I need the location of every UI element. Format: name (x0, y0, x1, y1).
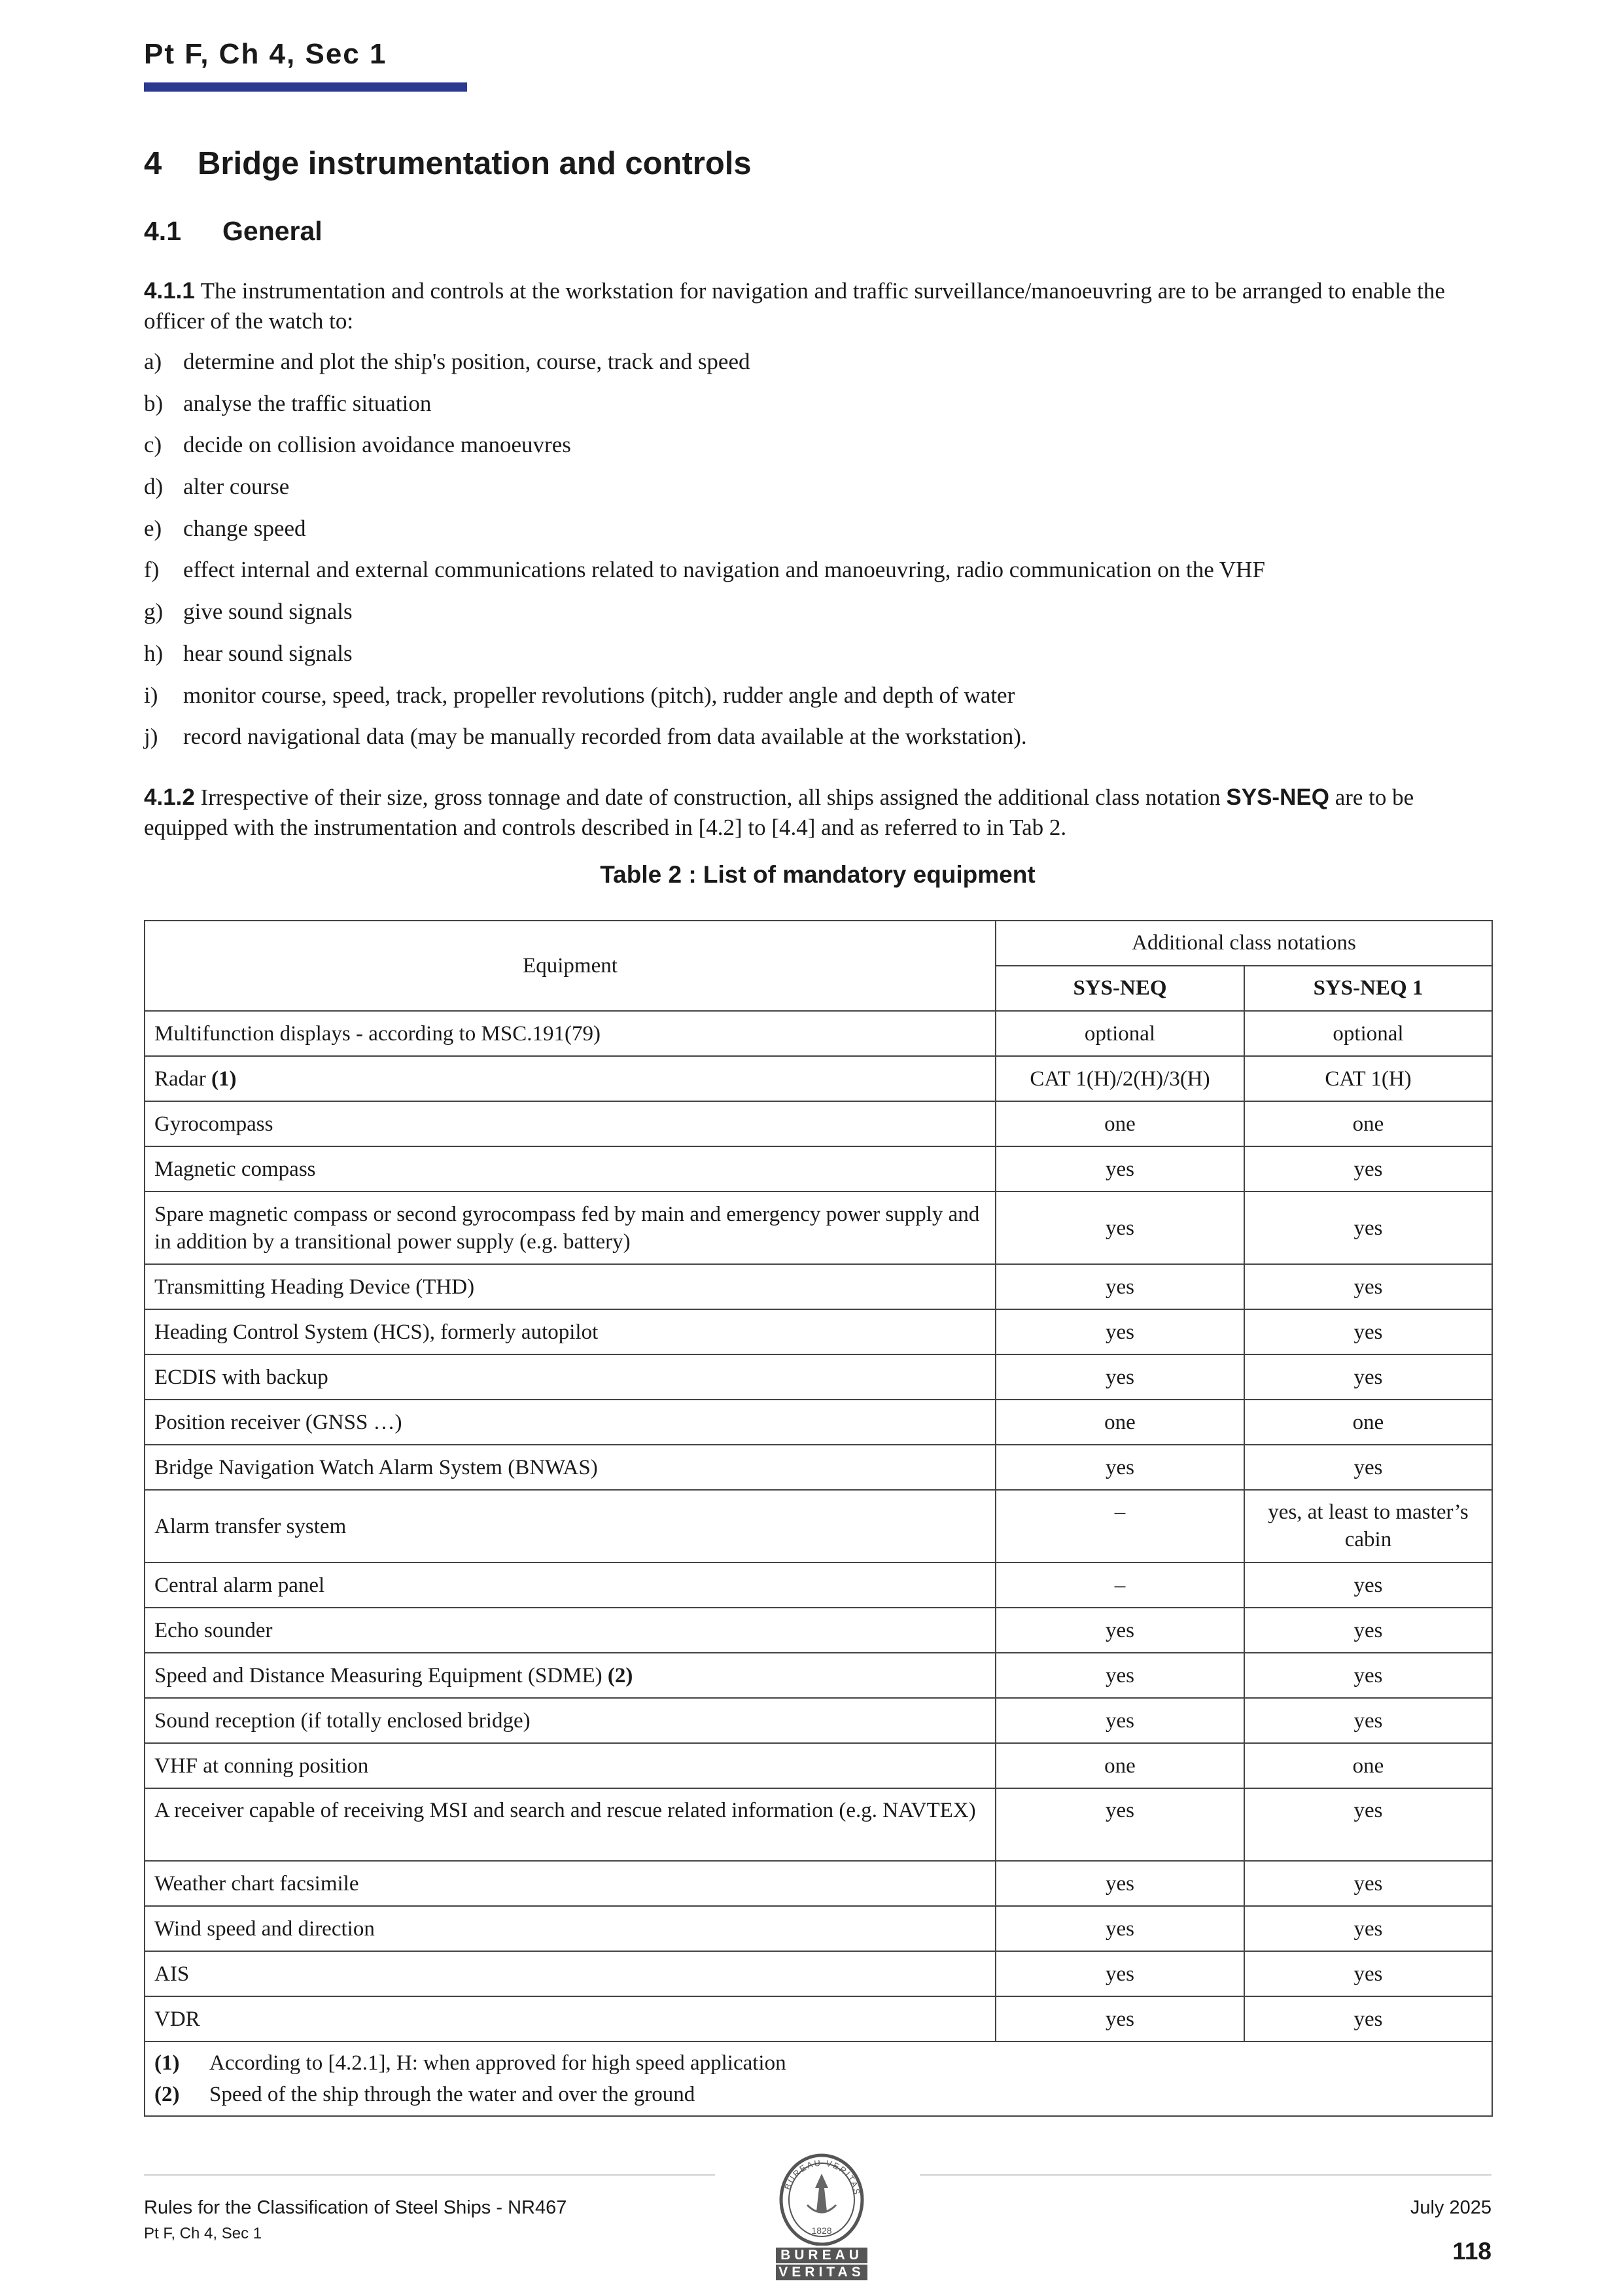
sys-neq-1-value: yes (1244, 1698, 1492, 1743)
table-notes (145, 2041, 1492, 2116)
equipment-name: Heading Control System (HCS), formerly autopilot (154, 1320, 599, 1344)
note-key: (2) (154, 2083, 180, 2106)
equipment-cell (145, 1400, 996, 1445)
sys-neq-value: yes (996, 1951, 1244, 1996)
equipment-name: Central alarm panel (154, 1573, 325, 1597)
list-item (144, 389, 1485, 431)
equipment-cell (145, 1309, 996, 1354)
equipment-cell (145, 1951, 996, 1996)
sys-neq-value: optional (996, 1011, 1244, 1056)
footer-section-ref: Pt F, Ch 4, Sec 1 (144, 2225, 262, 2242)
sys-neq-value: one (996, 1743, 1244, 1788)
equipment-cell (145, 1788, 996, 1861)
table-row (145, 1788, 1492, 1861)
header-sys-neq: SYS-NEQ (996, 966, 1244, 1011)
sys-neq-1-value: CAT 1(H) (1244, 1056, 1492, 1101)
sys-neq-value: yes (996, 1653, 1244, 1698)
equipment-name: Transmitting Heading Device (THD) (154, 1275, 475, 1299)
header-sys-neq-1: SYS-NEQ 1 (1244, 966, 1492, 1011)
equipment-name: Spare magnetic compass or second gyrocompass fed by main and emergency power supply and in addition by a transitional power supply (e.g. battery) (154, 1202, 980, 1254)
requirements-list (144, 347, 1485, 764)
table-note (154, 2079, 1482, 2110)
equipment-cell (145, 1743, 996, 1788)
paragraph-4-1-1 (144, 276, 1485, 336)
chapter-heading-number: 4 (144, 146, 162, 181)
footer-rule-right (920, 2174, 1492, 2176)
equipment-cell (145, 1653, 996, 1698)
equipment-cell (145, 1192, 996, 1264)
page-number: 118 (1452, 2238, 1492, 2265)
sys-neq-value: yes (996, 1906, 1244, 1951)
section-heading-number: 4.1 (144, 216, 181, 246)
equipment-table (144, 920, 1493, 2117)
list-item (144, 347, 1485, 389)
section-reference: Pt F, Ch 4, Sec 1 (144, 38, 387, 70)
list-item-text: determine and plot the ship's position, course, track and speed (183, 349, 750, 374)
section-heading (144, 216, 323, 247)
logo-text-veritas: VERITAS (778, 2265, 865, 2280)
table-row (145, 1264, 1492, 1309)
equipment-name: Echo sounder (154, 1618, 273, 1642)
equipment-name: Multifunction displays - according to MSC.191(79) (154, 1021, 601, 1046)
list-item-letter: c) (144, 432, 162, 458)
equipment-name: Weather chart facsimile (154, 1871, 359, 1896)
paragraph-ref: 4.1.2 (144, 785, 195, 810)
table-row (145, 1743, 1492, 1788)
equipment-cell (145, 1445, 996, 1490)
sys-neq-value: yes (996, 1698, 1244, 1743)
sys-neq-1-value: yes (1244, 1608, 1492, 1653)
list-item-text: change speed (183, 515, 306, 541)
logo-ring-text: BUREAU VERITAS (782, 2157, 862, 2197)
sys-neq-1-value: yes (1244, 1309, 1492, 1354)
list-item-text: give sound signals (183, 599, 353, 625)
list-item (144, 639, 1485, 680)
sys-neq-1-value: yes (1244, 1861, 1492, 1906)
equipment-name: ECDIS with backup (154, 1365, 328, 1389)
table-row (145, 1951, 1492, 1996)
class-notation: SYS-NEQ (1226, 785, 1329, 810)
list-item (144, 555, 1485, 597)
table-row (145, 1011, 1492, 1056)
equipment-name: Sound reception (if totally enclosed bridge) (154, 1708, 531, 1733)
footnote-ref: (2) (607, 1663, 633, 1687)
chapter-heading-title: Bridge instrumentation and controls (198, 146, 752, 181)
sys-neq-value: – (996, 1563, 1244, 1608)
table-title: Table 2 : List of mandatory equipment (600, 861, 1036, 888)
table-row (145, 1400, 1492, 1445)
chapter-heading (144, 145, 752, 182)
sys-neq-1-value: yes (1244, 1354, 1492, 1400)
sys-neq-value: one (996, 1400, 1244, 1445)
equipment-name: Alarm transfer system (154, 1514, 347, 1538)
table-row (145, 1056, 1492, 1101)
paragraph-4-1-2 (144, 783, 1485, 843)
sys-neq-1-value: yes (1244, 1788, 1492, 1861)
table-row (145, 1608, 1492, 1653)
list-item-text: analyse the traffic situation (183, 390, 432, 416)
header-equipment: Equipment (145, 921, 996, 1011)
equipment-cell (145, 1146, 996, 1192)
table-row (145, 1445, 1492, 1490)
list-item (144, 722, 1485, 764)
sys-neq-1-value: one (1244, 1101, 1492, 1146)
list-item-letter: j) (144, 724, 158, 750)
list-item-text: effect internal and external communications related to navigation and manoeuvring, radio communication on the VHF (183, 557, 1265, 583)
sys-neq-value: yes (996, 1192, 1244, 1264)
equipment-name: Wind speed and direction (154, 1916, 375, 1941)
table-row (145, 1354, 1492, 1400)
equipment-cell (145, 1056, 996, 1101)
equipment-cell (145, 1563, 996, 1608)
logo-year: 1828 (811, 2225, 832, 2236)
equipment-name: Magnetic compass (154, 1157, 316, 1181)
list-item-letter: a) (144, 349, 162, 374)
sys-neq-value: yes (996, 1996, 1244, 2041)
list-item (144, 430, 1485, 472)
equipment-name: A receiver capable of receiving MSI and search and rescue related information (e.g. NAVTEX) (154, 1799, 976, 1822)
table-row (145, 1563, 1492, 1608)
equipment-cell (145, 1861, 996, 1906)
equipment-cell (145, 1264, 996, 1309)
note-text: According to [4.2.1], H: when approved for high speed application (209, 2051, 786, 2075)
table-body (145, 1011, 1492, 2116)
sys-neq-1-value: one (1244, 1743, 1492, 1788)
sys-neq-1-value: yes (1244, 1996, 1492, 2041)
note-text: Speed of the ship through the water and over the ground (209, 2083, 695, 2106)
table-notes-row (145, 2041, 1492, 2116)
sys-neq-value: yes (996, 1309, 1244, 1354)
equipment-cell (145, 1698, 996, 1743)
table-row (145, 1192, 1492, 1264)
sys-neq-value: one (996, 1101, 1244, 1146)
equipment-name: Speed and Distance Measuring Equipment (SDME) (154, 1663, 608, 1687)
sys-neq-value: yes (996, 1146, 1244, 1192)
footnote-ref: (1) (211, 1067, 237, 1091)
sys-neq-value: yes (996, 1354, 1244, 1400)
list-item-letter: b) (144, 390, 164, 416)
list-item-letter: i) (144, 682, 158, 708)
equipment-cell (145, 1490, 996, 1563)
note-key: (1) (154, 2051, 180, 2075)
list-item-text: monitor course, speed, track, propeller revolutions (pitch), rudder angle and depth of water (183, 682, 1015, 708)
equipment-cell (145, 1101, 996, 1146)
footer-document-title: Rules for the Classification of Steel Ships - NR467 (144, 2197, 567, 2218)
sys-neq-value: – (996, 1490, 1244, 1563)
list-item-letter: g) (144, 599, 164, 625)
sys-neq-1-value: yes, at least to master’s cabin (1244, 1490, 1492, 1563)
sys-neq-1-value: yes (1244, 1192, 1492, 1264)
equipment-cell (145, 1906, 996, 1951)
equipment-name: Bridge Navigation Watch Alarm System (BNWAS) (154, 1455, 598, 1479)
list-item (144, 680, 1485, 722)
sys-neq-1-value: yes (1244, 1951, 1492, 1996)
header-rule (144, 82, 467, 92)
paragraph-text-cont: are to be equipped with the instrumentation and controls described in [4.2] to [4.4] and as referred to in Tab 2. (144, 785, 1414, 840)
equipment-name: AIS (154, 1962, 190, 1986)
sys-neq-value: yes (996, 1861, 1244, 1906)
list-item-text: record navigational data (may be manually recorded from data available at the workstation). (183, 724, 1027, 750)
paragraph-text: Irrespective of their size, gross tonnage and date of construction, all ships assigned the additional class notation (200, 785, 1227, 810)
sys-neq-1-value: one (1244, 1400, 1492, 1445)
section-heading-title: General (222, 216, 323, 246)
equipment-name: Radar (154, 1067, 212, 1091)
list-item-text: hear sound signals (183, 640, 353, 666)
list-item-letter: d) (144, 474, 164, 500)
sys-neq-1-value: yes (1244, 1563, 1492, 1608)
sys-neq-1-value: optional (1244, 1011, 1492, 1056)
sys-neq-1-value: yes (1244, 1146, 1492, 1192)
table-row (145, 1861, 1492, 1906)
equipment-name: Gyrocompass (154, 1112, 273, 1136)
list-item-letter: f) (144, 557, 160, 583)
sys-neq-value: yes (996, 1608, 1244, 1653)
paragraph-text: The instrumentation and controls at the workstation for navigation and traffic surveillance/manoeuvring are to be arranged to enable the officer of the watch to: (144, 278, 1445, 334)
equipment-cell (145, 1354, 996, 1400)
logo-emblem-icon (776, 2147, 867, 2246)
table-row (145, 1653, 1492, 1698)
header-class-notations: Additional class notations (996, 921, 1492, 966)
table-note (154, 2047, 1482, 2079)
table-row (145, 1101, 1492, 1146)
table-row (145, 1698, 1492, 1743)
list-item-text: alter course (183, 474, 290, 500)
sys-neq-1-value: yes (1244, 1906, 1492, 1951)
table-row (145, 1146, 1492, 1192)
sys-neq-1-value: yes (1244, 1264, 1492, 1309)
bureau-veritas-logo (776, 2147, 867, 2285)
sys-neq-1-value: yes (1244, 1445, 1492, 1490)
list-item (144, 472, 1485, 514)
sys-neq-1-value: yes (1244, 1653, 1492, 1698)
sys-neq-value: yes (996, 1445, 1244, 1490)
sys-neq-value: yes (996, 1264, 1244, 1309)
list-item (144, 597, 1485, 639)
equipment-name: VHF at conning position (154, 1754, 369, 1778)
footer-date: July 2025 (1410, 2197, 1492, 2218)
list-item-letter: h) (144, 640, 164, 666)
list-item (144, 514, 1485, 556)
table-row (145, 1490, 1492, 1563)
sys-neq-value: yes (996, 1788, 1244, 1861)
list-item-letter: e) (144, 515, 162, 541)
paragraph-ref: 4.1.1 (144, 278, 195, 304)
list-item-text: decide on collision avoidance manoeuvres (183, 432, 571, 458)
equipment-cell (145, 1996, 996, 2041)
equipment-name: Position receiver (GNSS …) (154, 1410, 402, 1434)
table-row (145, 1996, 1492, 2041)
table-row (145, 1906, 1492, 1951)
equipment-cell (145, 1011, 996, 1056)
sys-neq-value: CAT 1(H)/2(H)/3(H) (996, 1056, 1244, 1101)
equipment-cell (145, 1608, 996, 1653)
footer-rule-left (144, 2174, 715, 2176)
table-row (145, 1309, 1492, 1354)
logo-text-bureau: BUREAU (780, 2248, 863, 2263)
equipment-name: VDR (154, 2007, 200, 2031)
